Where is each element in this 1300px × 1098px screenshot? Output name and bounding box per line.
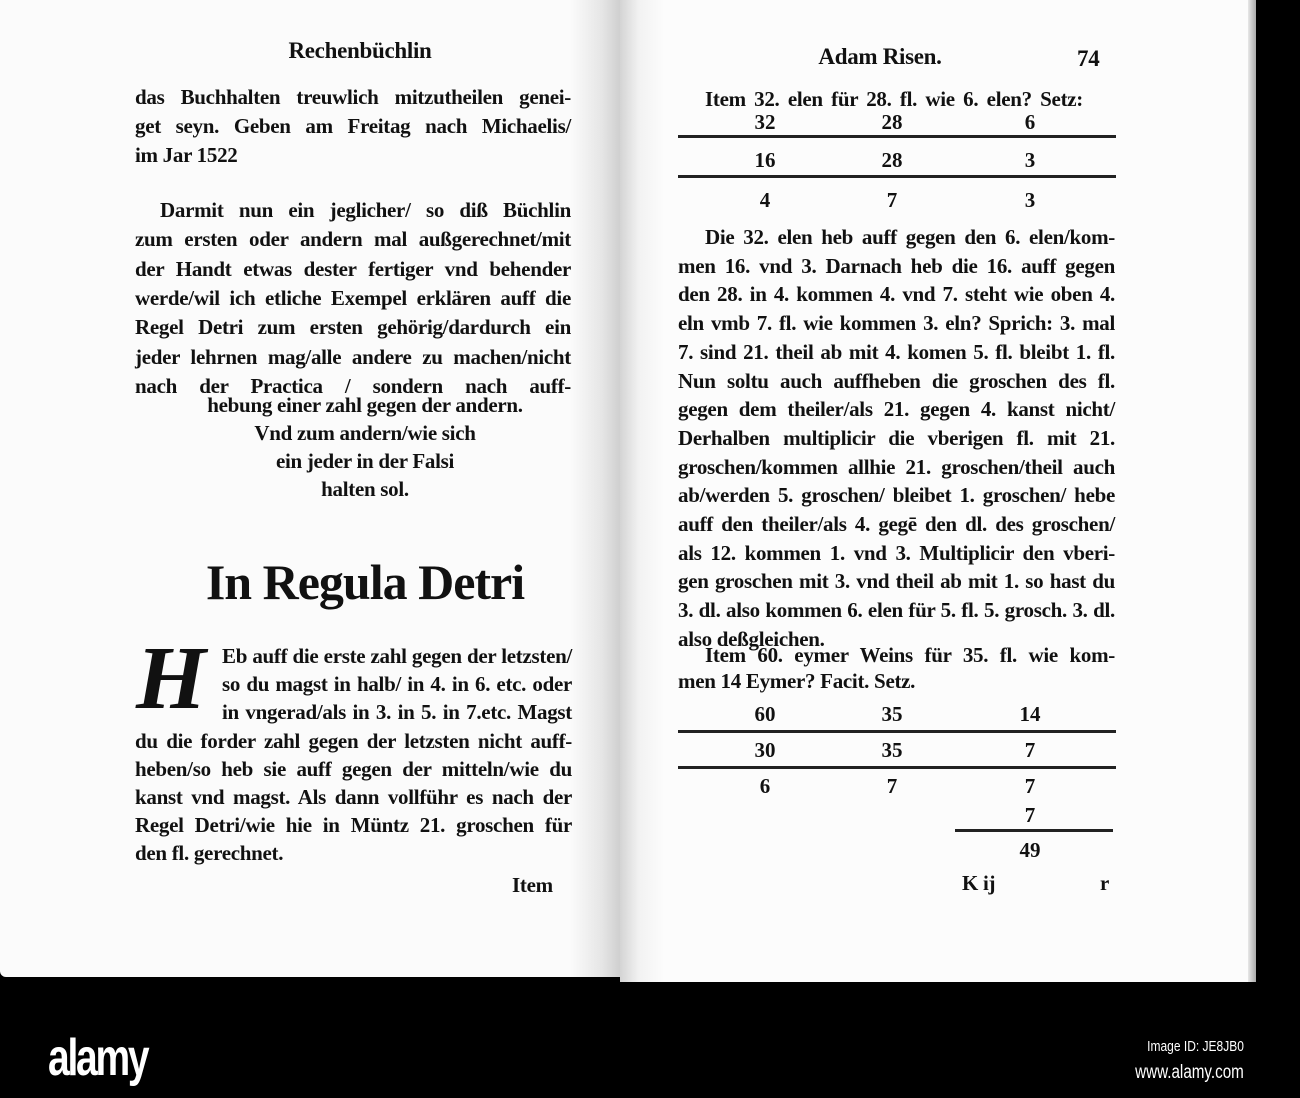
explanation-line: gegen dem theiler/als 21. gegen 4. kanst nicht/ — [678, 397, 1115, 422]
explanation-line: 3. dl. also kommen 6. elen für 5. fl. 5. grosch. 3. dl. — [678, 598, 1115, 623]
table2-cell: 7 — [1024, 738, 1036, 762]
catchword: Item — [512, 873, 553, 897]
explanation-line: als 12. kommen 1. vnd 3. Multiplicir den vberi- — [678, 540, 1115, 565]
table2-cell: 14 — [1019, 702, 1041, 726]
table2-rule — [678, 766, 1116, 769]
table1-cell: 6 — [1024, 110, 1036, 134]
paragraph-line: Darmit nun ein jeglicher/ so diß Büchlin — [160, 198, 571, 222]
rule-text-line: so du magst in halb/ in 4. in 6. etc. oder — [222, 672, 572, 697]
product: 49 — [1019, 838, 1041, 862]
rule-text-line: Eb auff die erste zahl gegen der letzsten/ — [222, 644, 572, 668]
rule-text-line: Regel Detri/wie hie in Müntz 21. groschen für — [135, 813, 572, 838]
page-number: 74 — [1077, 46, 1100, 71]
drop-cap: H — [136, 629, 207, 728]
alamy-url: www.alamy.com — [1135, 1062, 1244, 1083]
explanation-line: auff den theiler/als 4. gegē den dl. des groschen/ — [678, 512, 1115, 536]
rule-text-line: du die forder zahl gegen der letzsten nicht auff- — [135, 728, 572, 753]
paragraph-line: jeder lehrnen mag/alle andere zu machen/nicht — [135, 344, 571, 369]
centered-line: halten sol. — [321, 477, 409, 501]
watermark-bar — [0, 982, 1300, 1098]
explanation-line: Die 32. elen heb auff gegen den 6. elen/kom- — [705, 225, 1115, 249]
left-running-head: Rechenbüchlin — [288, 38, 432, 63]
example2-line: Item 60. eymer Weins für 35. fl. wie kom- — [705, 643, 1115, 667]
explanation-line: men 16. vnd 3. Darnach heb die 16. auff gegen — [678, 253, 1115, 278]
example1-heading: Item 32. elen für 28. fl. wie 6. elen? Setz: — [705, 87, 1083, 111]
rule-text-line: kanst vnd magst. Als dann vollführ es nach der — [135, 785, 572, 809]
explanation-line: groschen/kommen allhie 21. groschen/theil auch — [678, 454, 1115, 479]
paragraph-line: nach der Practica / sondern nach auff- — [135, 373, 571, 398]
explanation-line: Nun soltu auch auffheben die groschen des fl. — [678, 368, 1115, 393]
table1-rule — [678, 135, 1116, 138]
image-id: Image ID: JE8JB0 — [1147, 1038, 1244, 1055]
paragraph-line: Regel Detri zum ersten gehörig/dardurch ein — [135, 315, 571, 340]
example2-line: men 14 Eymer? Facit. Setz. — [678, 669, 916, 693]
table2-cell: 6 — [759, 774, 771, 798]
intro-line: im Jar 1522 — [135, 143, 238, 167]
table1-cell: 7 — [886, 188, 898, 212]
explanation-line: ab/werden 5. groschen/ bleibet 1. groschen/ hebe — [678, 483, 1115, 508]
table1-rule — [678, 175, 1116, 178]
table1-cell: 32 — [754, 110, 776, 134]
rule-text-line: den fl. gerechnet. — [135, 841, 284, 866]
table1-cell: 4 — [759, 188, 771, 212]
table1-cell: 28 — [881, 110, 903, 134]
rule-text-line: heben/so heb sie auff gegen der mitteln/wie du — [135, 756, 572, 781]
table1-cell: 16 — [754, 148, 776, 172]
catch-mark: r — [1100, 871, 1110, 895]
table2-rule — [678, 730, 1116, 733]
centered-line: ein jeder in der Falsi — [275, 449, 455, 473]
product-rule — [955, 829, 1113, 832]
intro-line: das Buchhalten treuwlich mitzutheilen genei- — [135, 85, 571, 109]
table2-cell: 35 — [881, 738, 903, 762]
right-running-head: Adam Risen. — [818, 44, 942, 69]
centered-line: hebung einer zahl gegen der andern. — [207, 393, 523, 417]
explanation-line: 7. sind 21. theil ab mit 4. komen 5. fl. bleibt 1. fl. — [678, 339, 1115, 364]
table1-cell: 3 — [1024, 188, 1036, 212]
table2-cell: 60 — [754, 702, 776, 726]
paragraph-line: der Handt etwas dester fertiger vnd behender — [135, 256, 571, 281]
multiplier: 7 — [1024, 803, 1036, 827]
paragraph-line: werde/wil ich etliche Exempel erklären auff die — [135, 285, 571, 310]
explanation-line: Derhalben multiplicir die vberigen fl. mit 21. — [678, 425, 1115, 450]
signature-mark: K ij — [962, 871, 996, 895]
rule-text-line: in vngerad/als in 3. in 5. in 7.etc. Magst — [222, 700, 572, 725]
centered-line: Vnd zum andern/wie sich — [254, 421, 476, 445]
explanation-line: also deßgleichen. — [678, 626, 825, 651]
section-title: In Regula Detri — [205, 554, 525, 610]
explanation-line: gen groschen mit 3. vnd theil ab mit 1. so hast du — [678, 569, 1115, 594]
table2-cell: 35 — [881, 702, 903, 726]
table1-cell: 3 — [1024, 148, 1036, 172]
table2-cell: 7 — [1024, 774, 1036, 798]
alamy-logo: alamy — [48, 1029, 148, 1087]
explanation-line: den 28. in 4. kommen 4. vnd 7. steht wie oben 4. — [678, 282, 1115, 307]
intro-line: get seyn. Geben am Freitag nach Michaelis/ — [135, 114, 571, 138]
table2-cell: 30 — [754, 738, 776, 762]
explanation-line: eln vmb 7. fl. wie kommen 3. eln? Sprich: 3. mal — [678, 311, 1115, 336]
table1-cell: 28 — [881, 148, 903, 172]
paragraph-line: zum ersten oder andern mal außgerechnet/mit — [135, 227, 571, 252]
table2-cell: 7 — [886, 774, 898, 798]
